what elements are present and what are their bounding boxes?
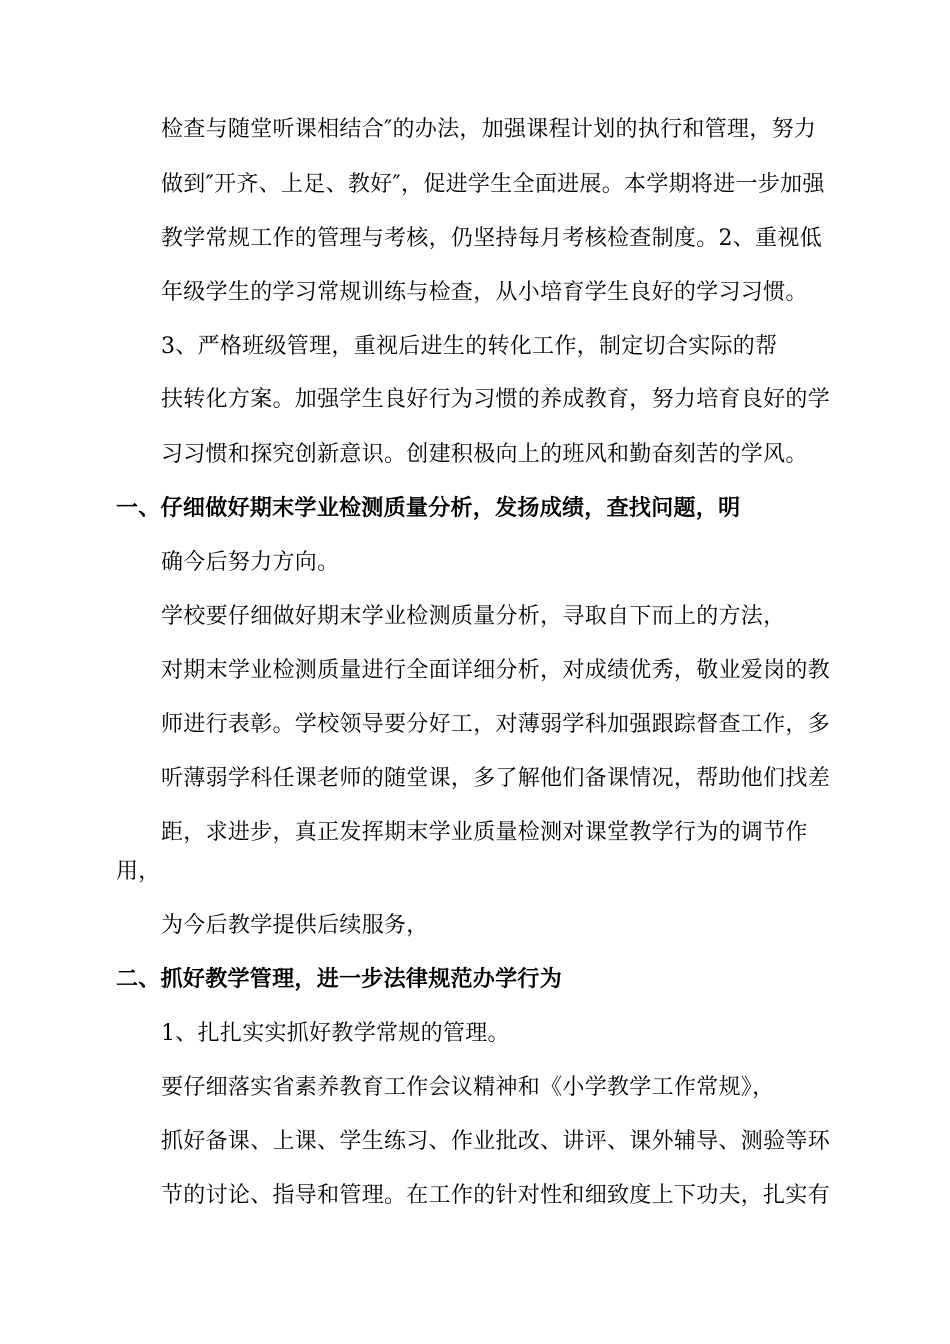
paragraph-line: 要仔细落实省素养教育工作会议精神和《小学教学工作常规》， (161, 1075, 775, 1100)
paragraph-line: 用， (116, 859, 161, 884)
paragraph-line: 对期末学业检测质量进行全面详细分析，对成绩优秀，敬业爱岗的教 (161, 658, 831, 683)
paragraph-line: 习习惯和探究创新意识。创建积极向上的班风和勤奋刻苦的学风。 (161, 442, 808, 467)
section-heading-2: 二、抓好教学管理，进一步法律规范办学行为 (116, 967, 563, 992)
paragraph-line: 年级学生的学习常规训练与检查，从小培育学生良好的学习习惯。 (161, 280, 808, 305)
paragraph-line: 师进行表彰。学校领导要分好工，对薄弱学科加强跟踪督查工作，多 (161, 712, 831, 737)
paragraph-line: 1、扎扎实实抓好教学常规的管理。 (161, 1021, 510, 1046)
paragraph-line: 确今后努力方向。 (161, 550, 340, 575)
paragraph-line: 节的讨论、指导和管理。在工作的针对性和细致度上下功夫，扎实有 (161, 1183, 831, 1208)
paragraph-line: 做到″开齐、上足、教好″，促进学生全面进展。本学期将进一步加强 (161, 172, 825, 197)
paragraph-line: 扶转化方案。加强学生良好行为习惯的养成教育，努力培育良好的学 (161, 387, 831, 412)
paragraph-line: 听薄弱学科任课老师的随堂课，多了解他们备课情况，帮助他们找差 (161, 766, 831, 791)
paragraph-line: 距，求进步，真正发挥期末学业质量检测对课堂教学行为的调节作 (161, 820, 808, 845)
paragraph-line: 检查与随堂听课相结合″的办法，加强课程计划的执行和管理，努力 (161, 117, 817, 142)
paragraph-line: 抓好备课、上课、学生练习、作业批改、讲评、课外辅导、测验等环 (161, 1129, 831, 1154)
paragraph-line: 学校要仔细做好期末学业检测质量分析，寻取自下而上的方法， (161, 604, 786, 629)
paragraph-line: 教学常规工作的管理与考核，仍坚持每月考核检查制度。2、重视低 (161, 226, 822, 251)
section-heading-1: 一、仔细做好期末学业检测质量分析，发扬成绩，查找问题，明 (116, 496, 741, 521)
paragraph-line: 为今后教学提供后续服务， (161, 913, 429, 938)
paragraph-line: 3、严格班级管理，重视后进生的转化工作，制定切合实际的帮 (161, 334, 778, 359)
